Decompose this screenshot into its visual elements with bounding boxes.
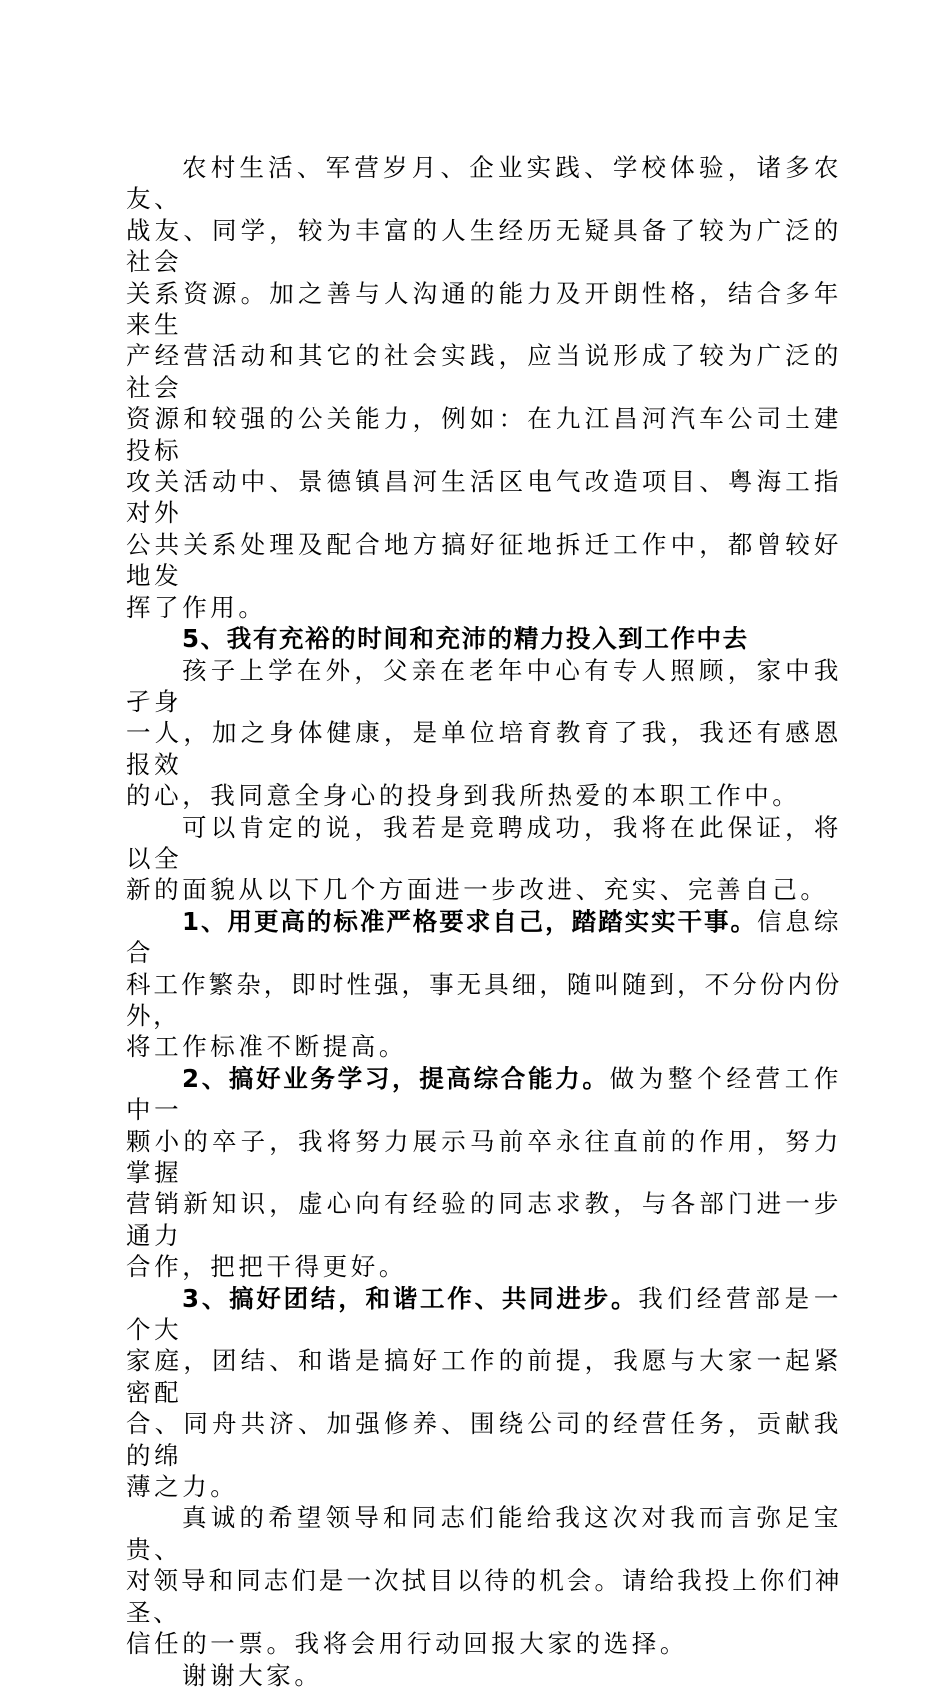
text-line: 孩子上学在外，父亲在老年中心有专人照顾，家中我孑身 [126,655,842,716]
document-body [126,152,842,1691]
text-line: 家庭，团结、和谐是搞好工作的前提，我愿与大家一起紧密配 [126,1346,842,1407]
text-line: 攻关活动中、景德镇昌河生活区电气改造项目、粤海工指对外 [126,467,842,528]
section-heading-time-energy [126,623,842,654]
text-line: 将工作标准不断提高。 [126,1032,407,1062]
text-line: 合作，把把干得更好。 [126,1252,407,1282]
text-line: 合、同舟共济、加强修养、围绕公司的经营任务，贡献我的绵 [126,1409,842,1470]
point-heading: 3、搞好团结，和谐工作、共同进步。 [182,1283,639,1313]
text-line: 信任的一票。我将会用行动回报大家的选择。 [126,1629,688,1659]
text-line: 一人，加之身体健康，是单位培育教育了我，我还有感恩报效 [126,718,842,779]
paragraph-point-2 [126,1063,842,1283]
text-line: 的心，我同意全身心的投身到我所热爱的本职工作中。 [126,781,801,811]
text-line: 可以肯定的说，我若是竞聘成功，我将在此保证，将以全 [126,812,842,873]
text-line: 产经营活动和其它的社会实践，应当说形成了较为广泛的社会 [126,341,842,402]
point-text: 信息综合 [126,906,842,968]
text-line: 公共关系处理及配合地方搞好征地拆迁工作中，都曾较好地发 [126,529,842,591]
text-line: 关系资源。加之善与人沟通的能力及开朗性格，结合多年来生 [126,278,842,340]
point-heading: 1、用更高的标准严格要求自己，踏踏实实干事。 [182,906,757,936]
paragraph-closing [126,1660,842,1691]
text-line: 资源和较强的公关能力，例如：在九江昌河汽车公司土建投标 [126,404,842,465]
paragraph-point-3 [126,1283,842,1503]
point-heading: 2、搞好业务学习，提高综合能力。 [182,1063,610,1093]
text-line: 真诚的希望领导和同志们能给我这次对我而言弥足宝贵、 [126,1503,842,1564]
text-line: 挥了作用。 [126,592,267,622]
paragraph-point-1 [126,906,842,1063]
text-line: 战友、同学，较为丰富的人生经历无疑具备了较为广泛的社会 [126,215,842,277]
text-line: 薄之力。 [126,1472,239,1502]
paragraph-commitment [126,812,842,906]
text-line: 新的面貌从以下几个方面进一步改进、充实、完善自己。 [126,875,829,905]
heading-text: 5、我有充裕的时间和充沛的精力投入到工作中去 [182,624,749,654]
paragraph-social-resources [126,152,842,623]
text-line [126,1063,842,1126]
text-line: 谢谢大家。 [182,1660,323,1690]
point-text: 我们经营部是一个大 [126,1283,843,1345]
text-line: 科工作繁杂，即时性强，事无具细，随叫随到，不分份内份外， [126,969,842,1030]
text-line [126,906,842,969]
text-line: 营销新知识，虚心向有经验的同志求教，与各部门进一步通力 [126,1189,842,1250]
paragraph-family-situation [126,655,842,812]
text-line: 农村生活、军营岁月、企业实践、学校体验，诸多农友、 [126,153,842,214]
paragraph-appeal [126,1502,842,1659]
point-text: 做为整个经营工作中一 [126,1063,842,1125]
text-line: 对领导和同志们是一次拭目以待的机会。请给我投上你们神圣、 [126,1566,842,1627]
text-line [126,1283,842,1346]
text-line: 颗小的卒子，我将努力展示马前卒永往直前的作用，努力掌握 [126,1126,842,1187]
